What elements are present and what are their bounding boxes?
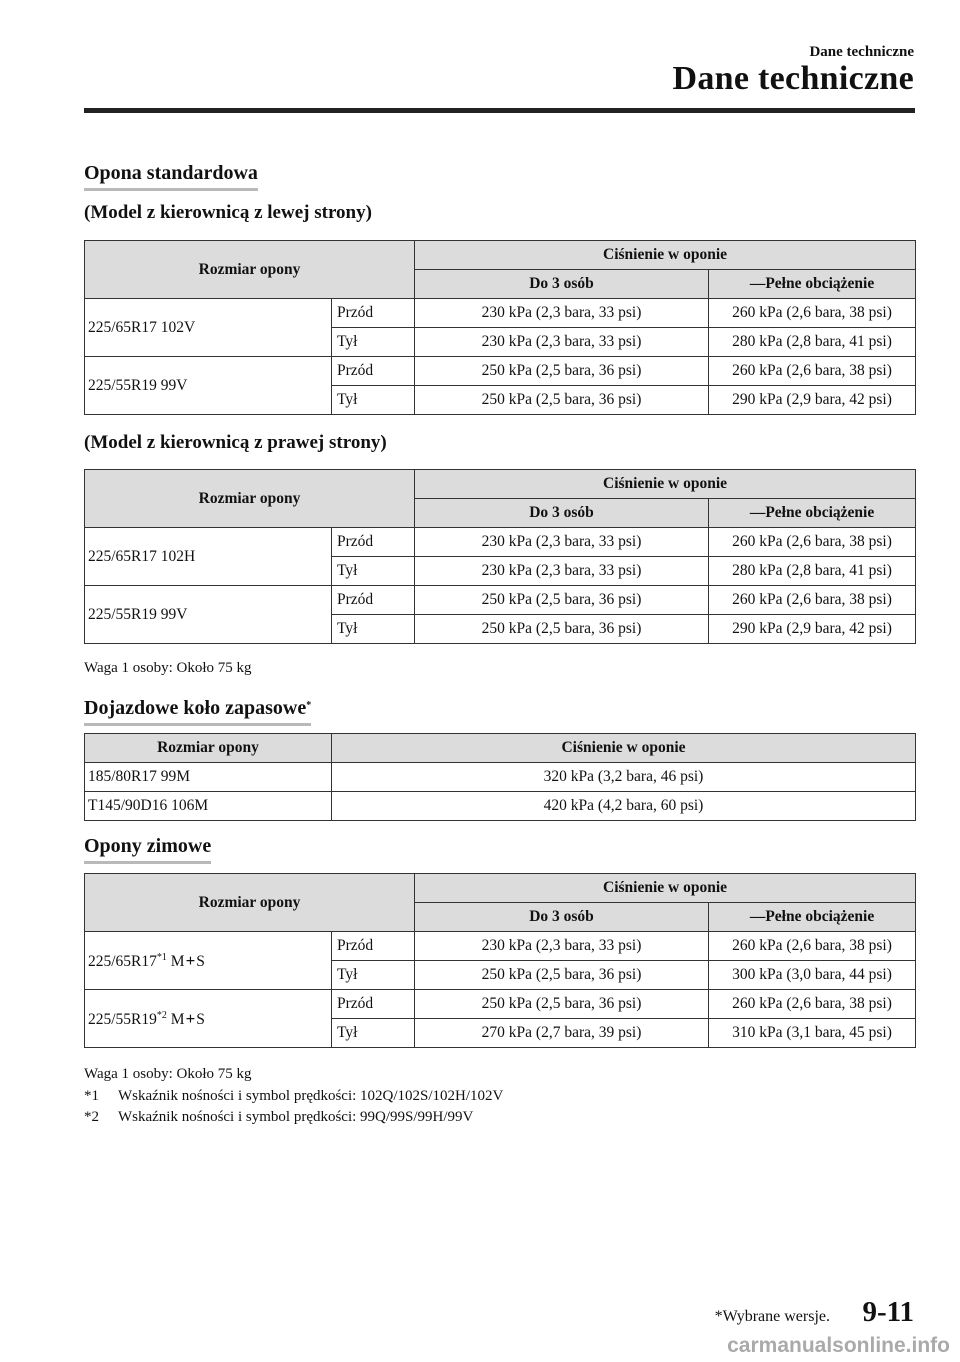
axle-rear: Tył xyxy=(332,1019,415,1048)
tire-size: 225/55R19 99V xyxy=(85,586,332,644)
spare-pressure-table xyxy=(84,733,916,821)
col-up-to-3-header: Do 3 osób xyxy=(415,270,709,299)
table-row xyxy=(85,357,916,386)
table-row xyxy=(85,792,916,821)
tire-size: 185/80R17 99M xyxy=(85,763,332,792)
axle-rear: Tył xyxy=(332,961,415,990)
pressure-value: 230 kPa (2,3 bara, 33 psi) xyxy=(415,932,709,961)
pressure-value: 230 kPa (2,3 bara, 33 psi) xyxy=(415,557,709,586)
pressure-value: 420 kPa (4,2 bara, 60 psi) xyxy=(332,792,916,821)
pressure-value: 260 kPa (2,6 bara, 38 psi) xyxy=(709,932,916,961)
pressure-value: 290 kPa (2,9 bara, 42 psi) xyxy=(709,386,916,415)
pressure-value: 250 kPa (2,5 bara, 36 psi) xyxy=(415,586,709,615)
axle-front: Przód xyxy=(332,299,415,328)
pressure-value: 230 kPa (2,3 bara, 33 psi) xyxy=(415,328,709,357)
standard-tire-title: Opona standardowa xyxy=(84,162,258,191)
axle-rear: Tył xyxy=(332,386,415,415)
mud-snow-plus-icon: + xyxy=(185,950,196,970)
pressure-value: 300 kPa (3,0 bara, 44 psi) xyxy=(709,961,916,990)
col-pressure-header: Ciśnienie w oponie xyxy=(415,874,916,903)
lhd-subtitle: (Model z kierownicą z lewej strony) xyxy=(84,202,372,223)
rhd-subtitle: (Model z kierownicą z prawej strony) xyxy=(84,432,387,453)
spare-tire-title: Dojazdowe koło zapasowe* xyxy=(84,697,311,726)
pressure-value: 250 kPa (2,5 bara, 36 psi) xyxy=(415,990,709,1019)
pressure-value: 280 kPa (2,8 bara, 41 psi) xyxy=(709,328,916,357)
mud-snow-plus-icon: + xyxy=(185,1008,196,1028)
col-full-load-header: ―Pełne obciążenie xyxy=(709,903,916,932)
header-section-small: Dane techniczne xyxy=(809,44,914,60)
pressure-value: 230 kPa (2,3 bara, 33 psi) xyxy=(415,528,709,557)
winter-pressure-table xyxy=(84,873,916,1048)
axle-rear: Tył xyxy=(332,557,415,586)
axle-rear: Tył xyxy=(332,615,415,644)
watermark: carmanualsonline.info xyxy=(727,1334,950,1357)
table-row xyxy=(85,763,916,792)
spare-tire-heading xyxy=(84,697,311,726)
footnote-1: *1 Wskaźnik nośności i symbol prędkości: 102Q/102S/102H/102V xyxy=(84,1088,504,1104)
standard-tire-heading xyxy=(84,162,258,191)
axle-rear: Tył xyxy=(332,328,415,357)
pressure-value: 260 kPa (2,6 bara, 38 psi) xyxy=(709,990,916,1019)
tire-size: 225/55R19 99V xyxy=(85,357,332,415)
col-up-to-3-header: Do 3 osób xyxy=(415,903,709,932)
optional-versions-note: *Wybrane wersje. xyxy=(714,1308,830,1325)
table-row xyxy=(85,932,916,961)
tire-size: 225/65R17 102H xyxy=(85,528,332,586)
axle-front: Przód xyxy=(332,932,415,961)
header-rule xyxy=(84,108,915,113)
winter-tire-title: Opony zimowe xyxy=(84,835,211,864)
winter-tire-heading xyxy=(84,835,211,864)
table-row xyxy=(85,586,916,615)
tire-size: T145/90D16 106M xyxy=(85,792,332,821)
pressure-value: 260 kPa (2,6 bara, 38 psi) xyxy=(709,528,916,557)
col-pressure-header: Ciśnienie w oponie xyxy=(332,734,916,763)
pressure-value: 250 kPa (2,5 bara, 36 psi) xyxy=(415,961,709,990)
col-up-to-3-header: Do 3 osób xyxy=(415,499,709,528)
pressure-value: 260 kPa (2,6 bara, 38 psi) xyxy=(709,586,916,615)
pressure-value: 260 kPa (2,6 bara, 38 psi) xyxy=(709,357,916,386)
table-row xyxy=(85,299,916,328)
table-row xyxy=(85,990,916,1019)
pressure-value: 250 kPa (2,5 bara, 36 psi) xyxy=(415,357,709,386)
tire-size: 225/65R17 102V xyxy=(85,299,332,357)
col-pressure-header: Ciśnienie w oponie xyxy=(415,241,916,270)
tire-size: 225/55R19$^{*2}$ M+S xyxy=(85,990,332,1048)
pressure-value: 280 kPa (2,8 bara, 41 psi) xyxy=(709,557,916,586)
optional-mark: * xyxy=(306,700,312,711)
col-size-header: Rozmiar opony xyxy=(85,470,415,528)
footnote-2: *2 Wskaźnik nośności i symbol prędkości: 99Q/99S/99H/99V xyxy=(84,1109,474,1125)
pressure-value: 250 kPa (2,5 bara, 36 psi) xyxy=(415,386,709,415)
page-number: 9-11 xyxy=(862,1296,914,1328)
winter-weight-note: Waga 1 osoby: Około 75 kg xyxy=(84,1066,252,1082)
table-row xyxy=(85,528,916,557)
col-pressure-header: Ciśnienie w oponie xyxy=(415,470,916,499)
rhd-pressure-table xyxy=(84,469,916,644)
col-size-header: Rozmiar opony xyxy=(85,241,415,299)
col-full-load-header: ―Pełne obciążenie xyxy=(709,270,916,299)
lhd-pressure-table xyxy=(84,240,916,415)
axle-front: Przód xyxy=(332,357,415,386)
pressure-value: 260 kPa (2,6 bara, 38 psi) xyxy=(709,299,916,328)
pressure-value: 290 kPa (2,9 bara, 42 psi) xyxy=(709,615,916,644)
axle-front: Przód xyxy=(332,990,415,1019)
axle-front: Przód xyxy=(332,586,415,615)
col-size-header: Rozmiar opony xyxy=(85,874,415,932)
pressure-value: 250 kPa (2,5 bara, 36 psi) xyxy=(415,615,709,644)
pressure-value: 320 kPa (3,2 bara, 46 psi) xyxy=(332,763,916,792)
weight-note: Waga 1 osoby: Około 75 kg xyxy=(84,660,252,676)
pressure-value: 270 kPa (2,7 bara, 39 psi) xyxy=(415,1019,709,1048)
col-full-load-header: ―Pełne obciążenie xyxy=(709,499,916,528)
tire-size: 225/65R17$^{*1}$ M+S xyxy=(85,932,332,990)
axle-front: Przód xyxy=(332,528,415,557)
pressure-value: 310 kPa (3,1 bara, 45 psi) xyxy=(709,1019,916,1048)
col-size-header: Rozmiar opony xyxy=(85,734,332,763)
header-section-title: Dane techniczne xyxy=(672,60,914,97)
pressure-value: 230 kPa (2,3 bara, 33 psi) xyxy=(415,299,709,328)
